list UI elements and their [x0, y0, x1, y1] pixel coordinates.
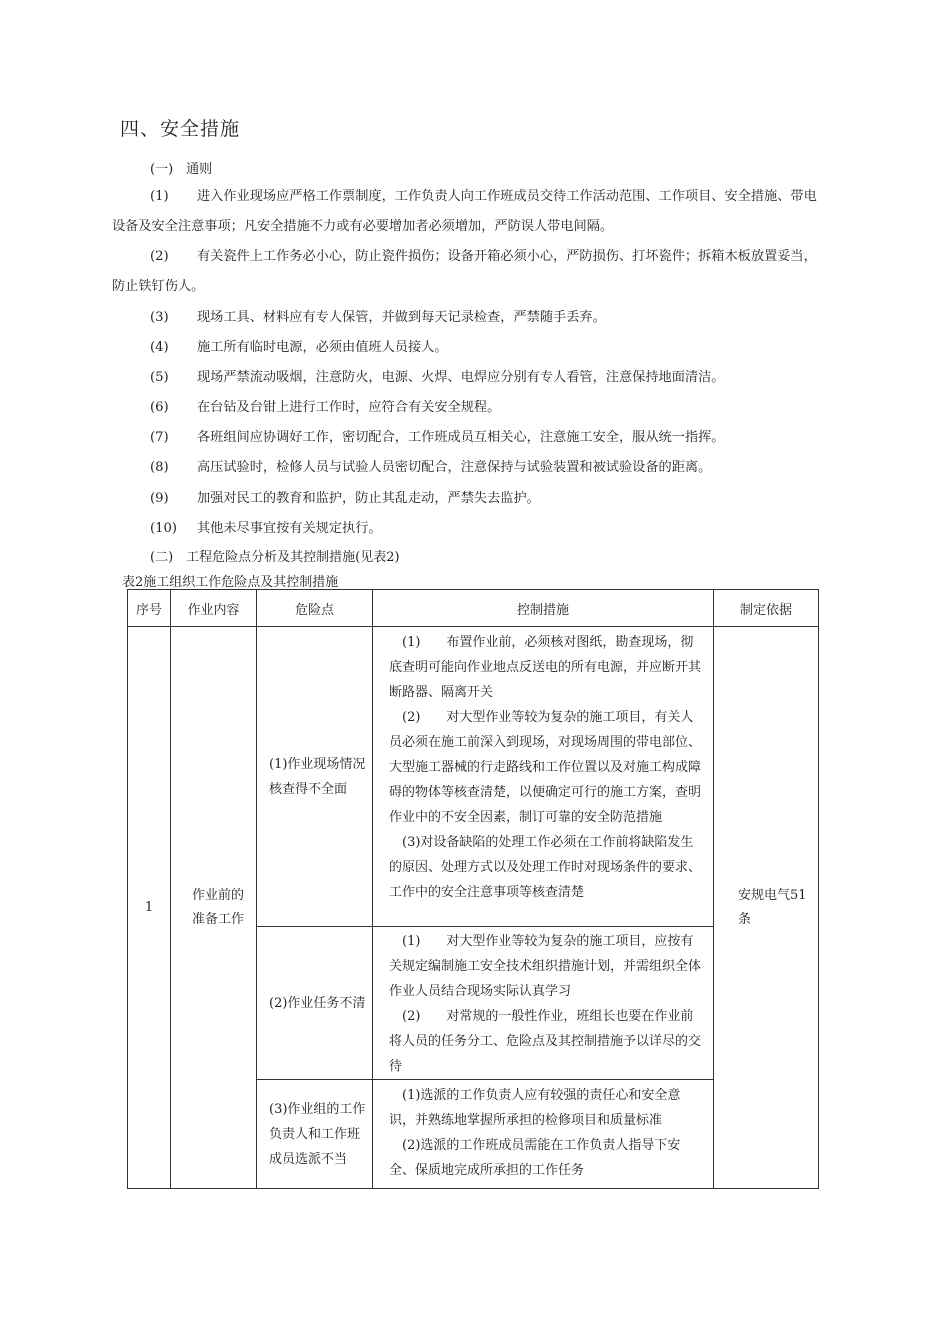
basis: 安规电气51条: [714, 627, 819, 1189]
general-item-9: [112, 484, 824, 514]
general-heading: (一) 通则: [150, 162, 213, 177]
measure-item: (1) 对大型作业等较为复杂的施工项目，应按有关规定编制施工安全技术组织措施计划，并需组织全体作业人员结合现场实际认真学习: [389, 934, 702, 999]
measures-1: [373, 627, 714, 927]
work-content: 作业前的准备工作: [171, 627, 257, 1189]
risk-2: (2)作业任务不清: [257, 927, 373, 1080]
general-item-4: [112, 333, 824, 363]
item-text: 现场严禁流动吸烟，注意防火，电源、火焊、电焊应分别有专人看管，注意保持地面清洁。: [197, 370, 725, 385]
risk-1: (1)作业现场情况核查得不全面: [257, 627, 373, 927]
item-text: 施工所有临时电源，必须由值班人员接人。: [197, 340, 448, 355]
hazard-table: [127, 589, 819, 1189]
general-item-10: [112, 514, 824, 544]
measure-item: (2)选派的工作班成员需能在工作负责人指导下安全、保质地完成所承担的工作任务: [389, 1138, 681, 1178]
item-text: 有关瓷件上工作务必小心，防止瓷件损伤；设备开箱必须小心，严防损伤、打坏瓷件；拆箱木板放置妥当，防止铁钉伤人。: [112, 249, 817, 294]
table-header-row: [128, 590, 819, 627]
measures-2: [373, 927, 714, 1080]
item-number: (4): [150, 340, 169, 355]
item-number: (6): [150, 400, 169, 415]
table-row: [128, 627, 819, 927]
item-text: 现场工具、材料应有专人保管，并做到每天记录检查，严禁随手丢弃。: [197, 310, 606, 325]
general-item-2: [112, 242, 824, 302]
item-number: (10): [150, 521, 178, 536]
item-text: 高压试验时，检修人员与试验人员密切配合，注意保持与试验装置和被试验设备的距离。: [197, 460, 712, 475]
item-text: 其他未尽事宜按有关规定执行。: [197, 521, 382, 536]
header-no: 序号: [128, 590, 171, 627]
row-number: 1: [128, 627, 171, 1189]
section-title: 四、安全措施: [120, 118, 241, 140]
header-work: 作业内容: [171, 590, 257, 627]
item-text: 加强对民工的教育和监护，防止其乱走动，严禁失去监护。: [197, 491, 540, 506]
item-number: (9): [150, 491, 169, 506]
measure-item: (2) 对常规的一般性作业，班组长也要在作业前将人员的任务分工、危险点及其控制措施予以详尽的交待: [389, 1009, 702, 1074]
general-item-8: [112, 453, 824, 483]
item-number: (2): [150, 249, 169, 264]
header-measures: 控制措施: [373, 590, 714, 627]
table-caption: 表2施工组织工作危险点及其控制措施: [122, 575, 339, 590]
item-text: 进入作业现场应严格工作票制度，工作负责人向工作班成员交待工作活动范围、工作项目、安全措施、带电设备及安全注意事项；凡安全措施不力或有必要增加者必须增加，严防误人带电间隔。: [112, 189, 817, 234]
hazard-heading: (二) 工程危险点分析及其控制措施(见表2): [150, 550, 400, 565]
measure-item: (2) 对大型作业等较为复杂的施工项目，有关人员必须在施工前深入到现场，对现场周围的带电部位、大型施工器械的行走路线和工作位置以及对施工构成障碍的物体等核查清楚，以便确定可行的施工方案，查明作业中的不安全因素，制订可靠的安全防范措施: [389, 710, 702, 825]
general-item-3: [112, 303, 824, 333]
general-item-5: [112, 363, 824, 393]
measure-item: (3)对设备缺陷的处理工作必须在工作前将缺陷发生的原因、处理方式以及处理工作时对现场条件的要求、工作中的安全注意事项等核查清楚: [389, 835, 702, 900]
general-item-7: [112, 423, 824, 453]
item-number: (7): [150, 430, 169, 445]
item-text: 各班组间应协调好工作，密切配合，工作班成员互相关心，注意施工安全，服从统一指挥。: [197, 430, 725, 445]
risk-3: (3)作业组的工作负责人和工作班成员选派不当: [257, 1080, 373, 1189]
measures-3: [373, 1080, 714, 1189]
general-item-1: [112, 182, 824, 242]
general-item-6: [112, 393, 824, 423]
item-number: (1): [150, 189, 169, 204]
item-number: (5): [150, 370, 169, 385]
measure-item: (1)选派的工作负责人应有较强的责任心和安全意识，并熟练地掌握所承担的检修项目和质量标准: [389, 1088, 681, 1128]
header-risk: 危险点: [257, 590, 373, 627]
header-basis: 制定依据: [714, 590, 819, 627]
item-text: 在台钻及台钳上进行工作时，应符合有关安全规程。: [197, 400, 501, 415]
measure-item: (1) 布置作业前，必须核对图纸，勘查现场，彻底查明可能向作业地点反送电的所有电源，并应断开其断路器、隔离开关: [389, 635, 702, 700]
item-number: (8): [150, 460, 169, 475]
item-number: (3): [150, 310, 169, 325]
